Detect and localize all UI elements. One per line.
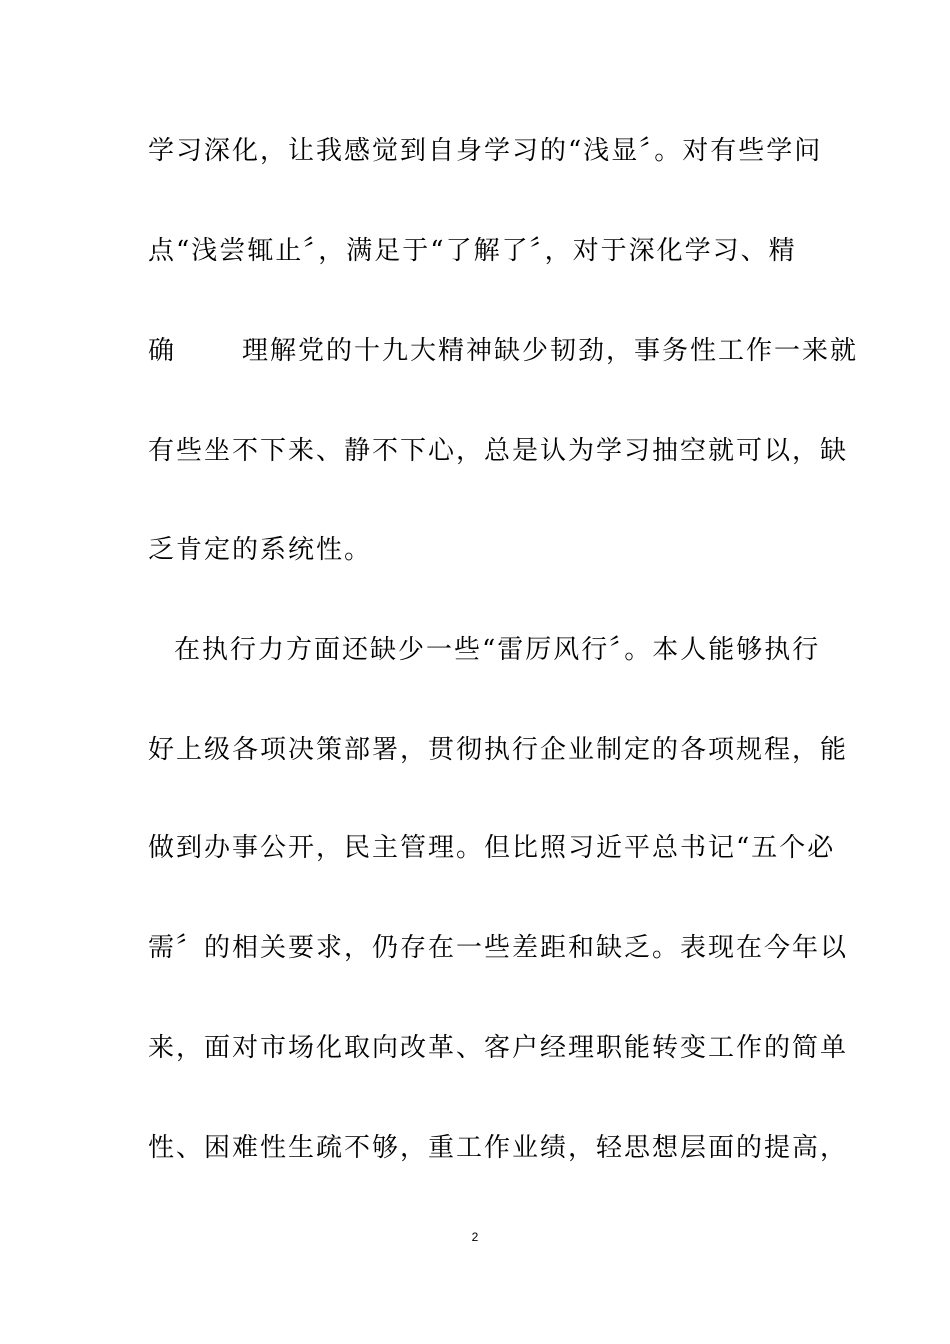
page-number: 2	[471, 1230, 479, 1244]
text-line: 有些坐不下来、静不下心，总是认为学习抽空就可以，缺	[148, 436, 849, 466]
text-fragment: 确	[148, 336, 177, 366]
text-fragment: 理解党的十九大精神缺少韧劲，事务性工作一来就	[242, 336, 859, 366]
text-line	[148, 331, 859, 371]
text-line: 做到办事公开，民主管理。但比照习近平总书记“五个必	[148, 833, 836, 863]
text-line: 点“浅尝辄止〞，满足于“了解了〞，对于深化学习、精	[148, 236, 797, 266]
text-line: 学习深化，让我感觉到自身学习的“浅显〞。对有些学问	[148, 136, 823, 166]
text-line: 来，面对市场化取向改革、客户经理职能转变工作的简单	[148, 1033, 849, 1063]
text-line: 好上级各项决策部署，贯彻执行企业制定的各项规程，能	[148, 735, 849, 765]
text-line: 需〞的相关要求，仍存在一些差距和缺乏。表现在今年以	[148, 933, 849, 963]
text-line: 性、困难性生疏不够，重工作业绩，轻思想层面的提高，	[148, 1133, 849, 1163]
text-line: 乏肯定的系统性。	[148, 535, 373, 565]
paragraph-start-line: 在执行力方面还缺少一些“雷厉风行〞。本人能够执行	[174, 635, 821, 665]
